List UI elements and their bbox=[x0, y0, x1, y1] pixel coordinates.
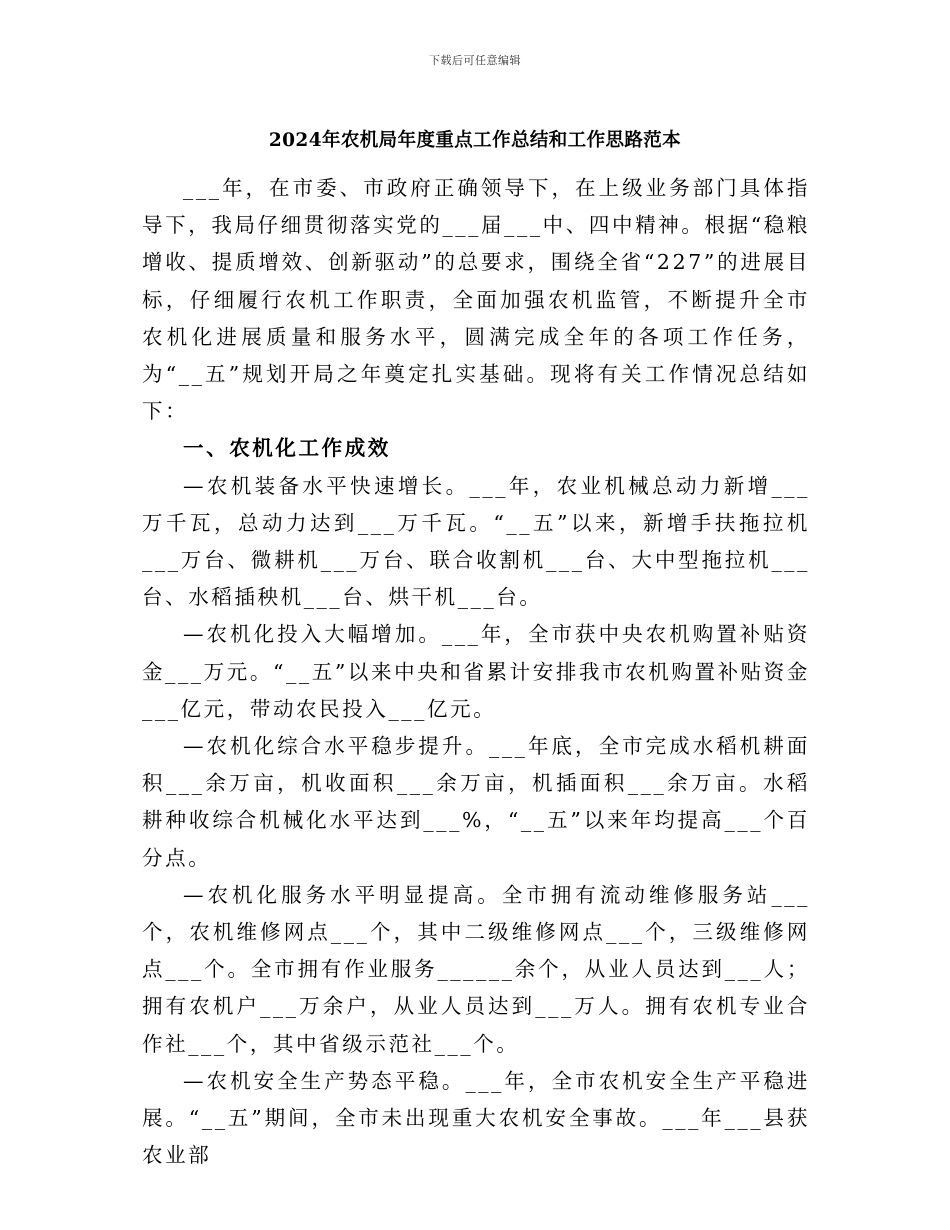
paragraph-investment: —农机化投入大幅增加。___年，全市获中央农机购置补贴资金___万元。“__五”以来中央和省累计安排我市农机购置补贴资金___亿元，带动农民投入___亿元。 bbox=[142, 622, 810, 721]
intro-paragraph: ___年，在市委、市政府正确领导下，在上级业务部门具体指导下，我局仔细贯彻落实党的___届___中、四中精神。根据“稳粮增收、提质增效、创新驱动”的总要求，围绕全省“227”的进展目标，仔细履行农机工作职责，全面加强农机监管，不断提升全市农机化进展质量和服务水平，圆满完成全年的各项工作任务，为“__五”规划开局之年奠定扎实基础。现将有关工作情况总结如下： bbox=[142, 176, 810, 424]
document-title: 2024年农机局年度重点工作总结和工作思路范本 bbox=[268, 130, 682, 151]
paragraph-safety: —农机安全生产势态平稳。___年，全市农机安全生产平稳进展。“__五”期间，全市未出现重大农机安全事故。___年___县获农业部 bbox=[142, 1068, 810, 1168]
section-heading: 一、农机化工作成效 bbox=[183, 436, 391, 461]
paragraph-comprehensive-level: —农机化综合水平稳步提升。___年底，全市完成水稻机耕面积___余万亩，机收面积___余万亩，机插面积___余万亩。水稻耕种收综合机械化水平达到___%，“__五”以来年均提高___个百分点。 bbox=[142, 734, 810, 870]
page-header-note: 下载后可任意编辑 bbox=[429, 54, 521, 67]
paragraph-equipment: —农机装备水平快速增长。___年，农业机械总动力新增___万千瓦，总动力达到___万千瓦。“__五”以来，新增手扶拖拉机___万台、微耕机___万台、联合收割机___台、大中型拖拉机___台、水稻插秧机___台、烘干机___台。 bbox=[142, 473, 810, 610]
paragraph-service-level: —农机化服务水平明显提高。全市拥有流动维修服务站___个，农机维修网点___个，其中二级维修网点___个，三级维修网点___个。全市拥有作业服务______余个，从业人员达到___人；拥有农机户___万余户，从业人员达到___万人。拥有农机专业合作社___个，其中省级示范社___个。 bbox=[142, 882, 810, 1056]
document-body bbox=[142, 170, 810, 1174]
